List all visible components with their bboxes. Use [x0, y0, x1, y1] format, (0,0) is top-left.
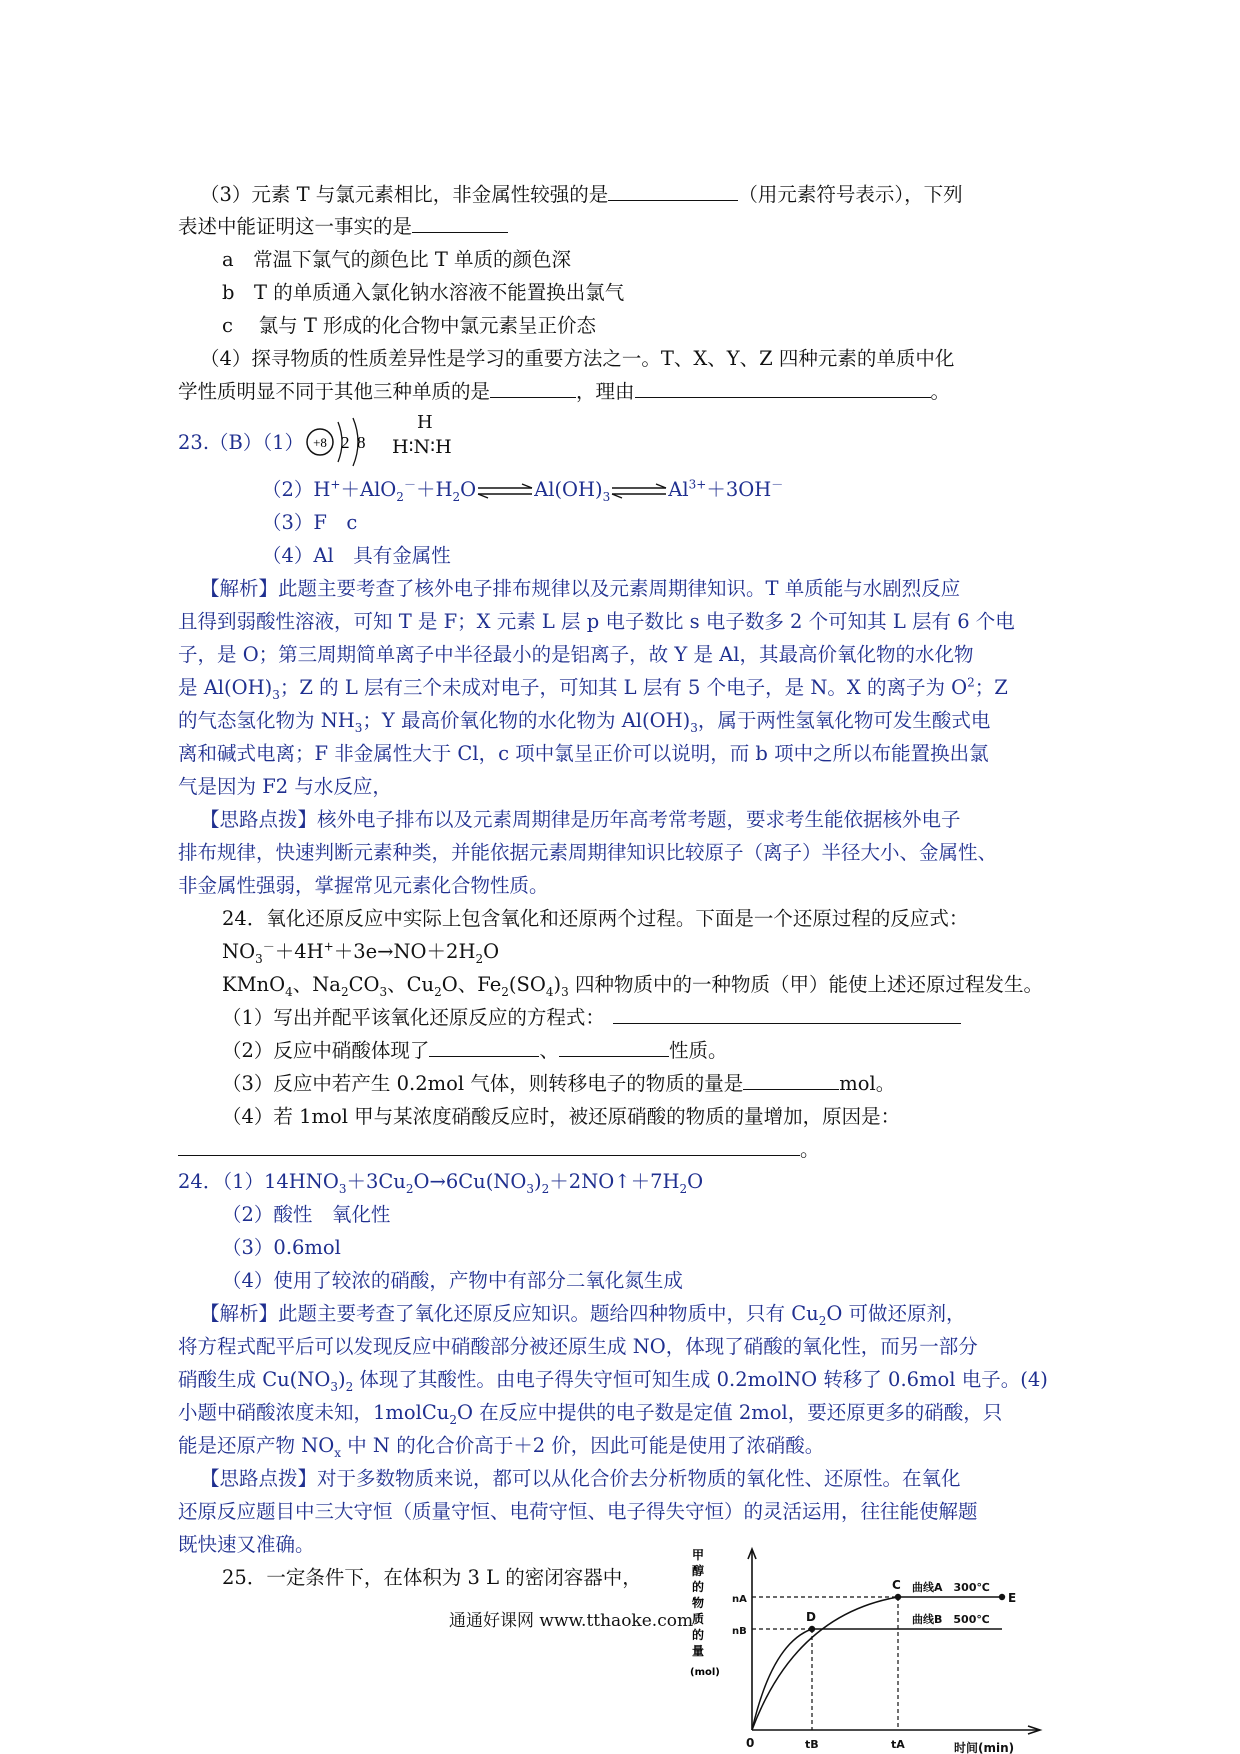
- ans23-analysis-line4: 是 $Al(OH)_3$；Z 的 L 层有三个未成对电子，可知其 L 层有 5 个电子，是 N。X 的离子为 $O^2$；Z: [178, 675, 1008, 702]
- ans24-hint-line3: 既快速又准确。: [178, 1533, 315, 1556]
- q22-part3-line1: （3）元素 T 与氯元素相比，非金属性较强的是 （用元素符号表示），下列: [200, 180, 963, 210]
- y-axis-label-char: 的: [692, 1580, 705, 1594]
- footer-watermark: 通通好课网 www.tthaoke.com: [449, 1611, 694, 1631]
- ans24-hint-line1: 【思路点拨】对于多数物质来说，都可以从化合价去分析物质的氧化性、还原性。在氧化: [200, 1467, 961, 1490]
- y-axis-label-char: 醇: [692, 1564, 705, 1578]
- answer-blank: [490, 377, 576, 398]
- x-axis-label: 时间(min): [954, 1741, 1015, 1754]
- y-axis-label-char: 量: [692, 1644, 705, 1658]
- answer-blank: [412, 212, 508, 233]
- ans24-part1-equation: 24．$(1)14HNO_3+3Cu_2O\to 6Cu(NO_3)_2+2NO↑+7H_2O$: [178, 1170, 704, 1196]
- ans24-hint-line2: 还原反应题目中三大守恒（质量守恒、电荷守恒、电子得失守恒）的灵活运用，往往能使解题: [178, 1500, 978, 1523]
- q22-part3-line2: 表述中能证明这一事实的是: [178, 212, 508, 242]
- q24-part4: （4）若 1mol 甲与某浓度硝酸反应时，被还原硝酸的物质的量增加，原因是：: [222, 1105, 901, 1128]
- q25-stem-line1: 25．一定条件下，在体积为 3 L 的密闭容器中，: [222, 1566, 642, 1589]
- shell-2-electrons: 8: [357, 433, 366, 452]
- ans24-analysis-line5: 能是还原产物 $NO_x$ 中 N 的化合价高于＋2 价，因此可能是使用了浓硝酸。: [178, 1434, 825, 1460]
- point-D-label: D: [806, 1610, 816, 1624]
- answer-blank: [743, 1069, 839, 1090]
- point-E: [999, 1594, 1005, 1600]
- ans23-analysis-line5: 的气态氢化物为 $NH_3$；Y 最高价氧化物的水化物为 $Al(OH)_3$，属于两性氢氧化物可发生酸式电: [178, 709, 991, 735]
- q24-part2: （2）反应中硝酸体现了 、 性质。: [222, 1036, 727, 1066]
- ans23-analysis-line7: 气是因为 F2 与水反应，: [178, 775, 392, 798]
- q22-part4-line2: 学性质明显不同于其他三种单质的是 ，理由 。: [178, 377, 950, 407]
- y-axis-label-char: 的: [692, 1628, 705, 1642]
- q24-part3: （3）反应中若产生 0.2mol 气体，则转移电子的物质的量是 mol。: [222, 1069, 895, 1099]
- answer-blank: [559, 1036, 669, 1057]
- ans23-part2-equation: $(2)H^++AlO_2^-+H_2O$ $Al(OH)_3$ $Al^{3+}+3OH^-$: [262, 477, 784, 504]
- y-axis-label-char: 甲: [692, 1548, 705, 1562]
- y-axis-label-char: 质: [692, 1612, 705, 1626]
- q22-option-a: a 常温下氯气的颜色比 T 单质的颜色深: [222, 248, 572, 271]
- ans23-analysis-line1: 【解析】此题主要考查了核外电子排布规律以及元素周期律知识。T 单质能与水剧烈反应: [200, 577, 961, 600]
- q24-reduction-equation: $NO_3^-+4H^++3e\to NO+2H_2O$: [222, 939, 500, 966]
- answer-blank: [608, 180, 738, 201]
- ans23-part4: （4）Al 具有金属性: [262, 544, 451, 567]
- q24-stem-line3: KMnO$_4$、$Na_2CO_3$、$Cu_2O$、$Fe_2(SO_4)_3$ 四种物质中的一种物质（甲）能使上述还原过程发生。: [222, 973, 1043, 999]
- q22-option-b: b T 的单质通入氯化钠水溶液不能置换出氯气: [222, 281, 625, 304]
- q22-part4-line1: （4）探寻物质的性质差异性是学习的重要方法之一。T、X、Y、Z 四种元素的单质中化: [200, 347, 955, 370]
- q24-stem-line1: 24．氧化还原反应中实际上包含氧化和还原两个过程。下面是一个还原过程的反应式：: [222, 907, 969, 930]
- ans24-analysis-line1: 【解析】此题主要考查了氧化还原反应知识。题给四种物质中，只有 $Cu_2O$ 可做还原剂，: [200, 1302, 966, 1328]
- ans23-hint-line3: 非金属性强弱，掌握常见元素化合物性质。: [178, 874, 549, 897]
- methanol-amount-vs-time-graph: [690, 1545, 1050, 1754]
- q22-option-c: c 氯与 T 形成的化合物中氯元素呈正价态: [222, 314, 597, 337]
- x-tick-0: 0: [746, 1736, 755, 1750]
- curve-B: [752, 1629, 1002, 1730]
- ammonia-electron-formula: H∶N∶H: [392, 436, 452, 458]
- answer-blank: [429, 1036, 539, 1057]
- point-C: [895, 1594, 901, 1600]
- ans24-part3: （3）0.6mol: [222, 1236, 341, 1259]
- ans24-analysis-line3: 硝酸生成 $Cu(NO_3)_2$ 体现了其酸性。由电子得失守恒可知生成 0.2molNO 转移了 0.6mol 电子。(4): [178, 1368, 1048, 1394]
- ans24-part2: （2）酸性 氧化性: [222, 1203, 391, 1226]
- oxygen-atom-structure-diagram: [300, 410, 380, 480]
- q24-part1: （1）写出并配平该氧化还原反应的方程式：: [222, 1003, 961, 1033]
- ans23-analysis-line6: 离和碱式电离；F 非金属性大于 Cl，c 项中氯呈正价可以说明，而 b 项中之所以布能置换出氯: [178, 742, 989, 765]
- y-tick-nB: nB: [732, 1626, 747, 1637]
- ans23-hint-line1: 【思路点拨】核外电子排布以及元素周期律是历年高考常考题，要求考生能依据核外电子: [200, 808, 961, 831]
- answer-blank: [613, 1003, 961, 1024]
- ans23-part3: （3）F c: [262, 511, 358, 534]
- ans23-analysis-line3: 子，是 O；第三周期简单离子中半径最小的是铝离子，故 Y 是 Al，其最高价氧化物的水化物: [178, 643, 974, 666]
- equilibrium-arrow-icon: [476, 483, 534, 499]
- ammonia-h-top: H: [417, 412, 433, 433]
- ans24-analysis-line2: 将方程式配平后可以发现反应中硝酸部分被还原生成 NO，体现了硝酸的氧化性，而另一部分: [178, 1335, 978, 1358]
- ans23-analysis-line2: 且得到弱酸性溶液，可知 T 是 F；X 元素 L 层 p 电子数比 s 电子数多 2 个可知其 L 层有 6 个电: [178, 610, 1015, 633]
- ans23-hint-line2: 排布规律，快速判断元素种类，并能依据元素周期律知识比较原子（离子）半径大小、金属性、: [178, 841, 998, 864]
- x-tick-tA: tA: [891, 1738, 905, 1751]
- point-D: [809, 1626, 815, 1632]
- answer-blank: [178, 1135, 800, 1156]
- answer-blank: [635, 377, 931, 398]
- ans24-analysis-line4: 小题中硝酸浓度未知，1molCu$_2$O 在反应中提供的电子数是定值 2mol，要还原更多的硝酸，只: [178, 1401, 1003, 1427]
- point-E-label: E: [1008, 1591, 1017, 1605]
- curve-A-legend: 曲线A 300℃: [912, 1581, 990, 1594]
- nucleus-charge: +8: [313, 435, 327, 450]
- q24-part4-blank-line: 。: [178, 1135, 820, 1165]
- ans24-part4: （4）使用了较浓的硝酸，产物中有部分二氧化氮生成: [222, 1269, 683, 1292]
- x-tick-tB: tB: [805, 1738, 819, 1751]
- equilibrium-arrow-icon: [610, 483, 668, 499]
- shell-1-electrons: 2: [341, 433, 350, 452]
- y-axis-label-char: 物: [692, 1596, 705, 1610]
- point-C-label: C: [892, 1578, 901, 1592]
- y-axis-label-unit: (mol): [690, 1667, 720, 1678]
- ans23-head: 23.（B）（1）: [178, 431, 304, 454]
- y-tick-nA: nA: [732, 1594, 747, 1605]
- curve-B-legend: 曲线B 500℃: [912, 1613, 990, 1626]
